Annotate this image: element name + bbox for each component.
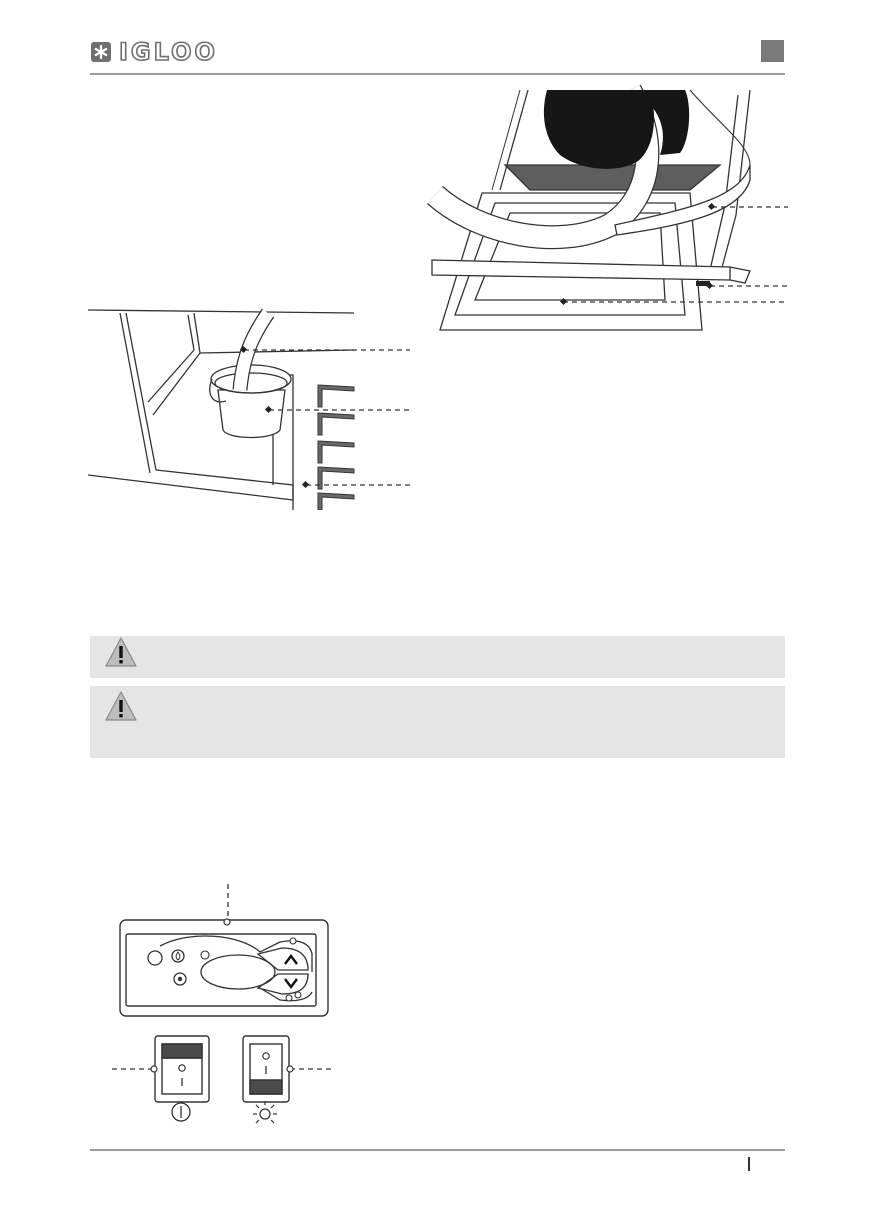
figure-drain-hose-bucket [88,305,413,510]
warning-triangle-icon [104,636,138,668]
indicator-led [295,992,301,998]
header-rule [90,73,785,75]
snowflake-icon [90,41,112,63]
light-bulb-icon [253,1101,277,1123]
warning-triangle-icon [104,690,138,722]
footer-rule [90,1149,785,1151]
brand-logo [90,40,218,64]
brand-name: IGLOO [119,38,218,66]
figure-control-panel [110,882,335,1132]
indicator-led [201,951,209,959]
chapter-tab [761,40,784,62]
warning-box [90,636,785,678]
page-number-separator [748,1157,750,1171]
figure-water-tank-drain-hose [420,85,790,340]
mode-button[interactable] [148,951,162,965]
control-panel [120,920,328,1016]
indicator-led [286,995,292,1001]
indicator-led [290,938,296,944]
warning-box [90,686,785,758]
